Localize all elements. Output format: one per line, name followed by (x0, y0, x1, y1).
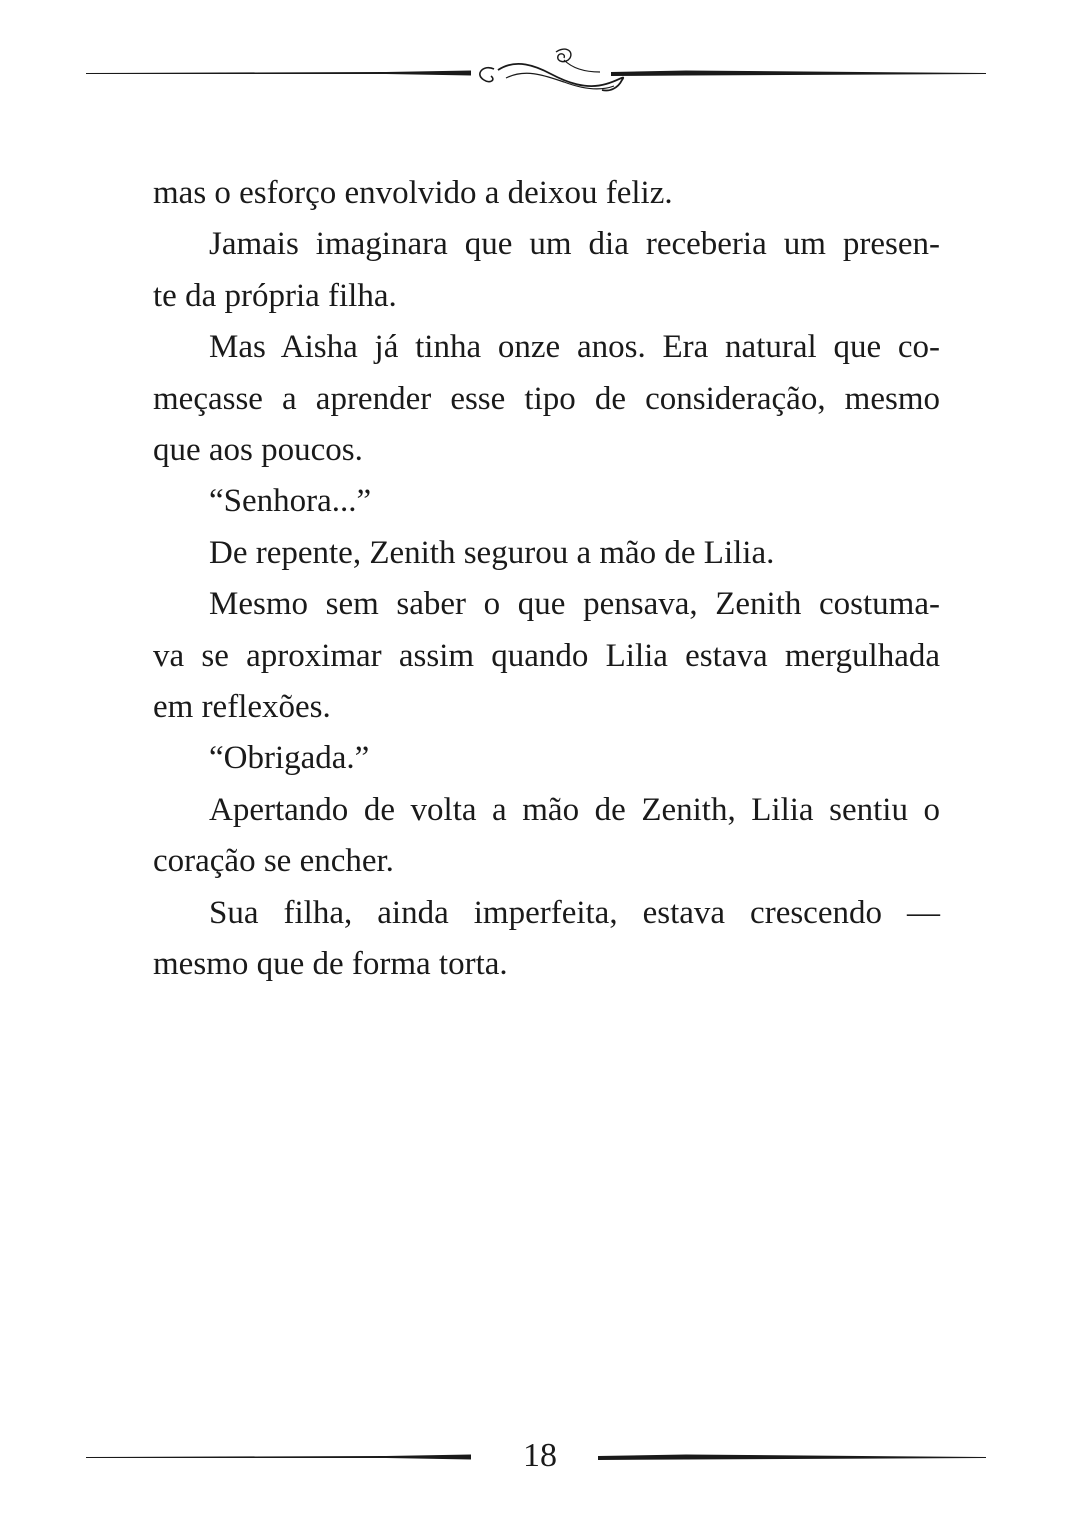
text-line: que aos poucos. (153, 432, 363, 469)
text-line: mesmo que de forma torta. (153, 946, 508, 983)
page-number: 18 (523, 1437, 557, 1474)
text-line: Jamais imaginara que um dia receberia um presen- (209, 226, 940, 263)
paragraph-6 (153, 579, 940, 733)
text-line: “Senhora...” (209, 483, 372, 520)
text-line: va se aproximar assim quando Lilia estava mergulhada (153, 637, 940, 674)
paragraph-9 (153, 888, 940, 991)
paragraph-4 (153, 476, 940, 527)
text-line: Mesmo sem saber o que pensava, Zenith costuma- (209, 586, 940, 623)
text-line: Apertando de volta a mão de Zenith, Lilia sentiu o (209, 791, 940, 828)
text-line: Mas Aisha já tinha onze anos. Era natural que co- (209, 329, 940, 366)
paragraph-8 (153, 785, 940, 888)
text-line: “Obrigada.” (209, 740, 370, 777)
paragraph-3 (153, 322, 940, 476)
paragraph-7 (153, 733, 940, 784)
text-line: mas o esforço envolvido a deixou feliz. (153, 175, 673, 211)
paragraph-1 (153, 168, 940, 219)
text-line: em reflexões. (153, 689, 331, 726)
text-line: meçasse a aprender esse tipo de consideração, mesmo (153, 380, 940, 417)
paragraph-2 (153, 219, 940, 322)
paragraph-5 (153, 528, 940, 579)
chapter-text (153, 168, 940, 991)
text-line: coração se encher. (153, 843, 394, 880)
header-flourish-ornament (86, 40, 986, 110)
text-line: Sua filha, ainda imperfeita, estava crescendo — (209, 894, 940, 931)
text-line: De repente, Zenith segurou a mão de Lilia. (209, 534, 775, 571)
text-line: te da própria filha. (153, 277, 397, 314)
